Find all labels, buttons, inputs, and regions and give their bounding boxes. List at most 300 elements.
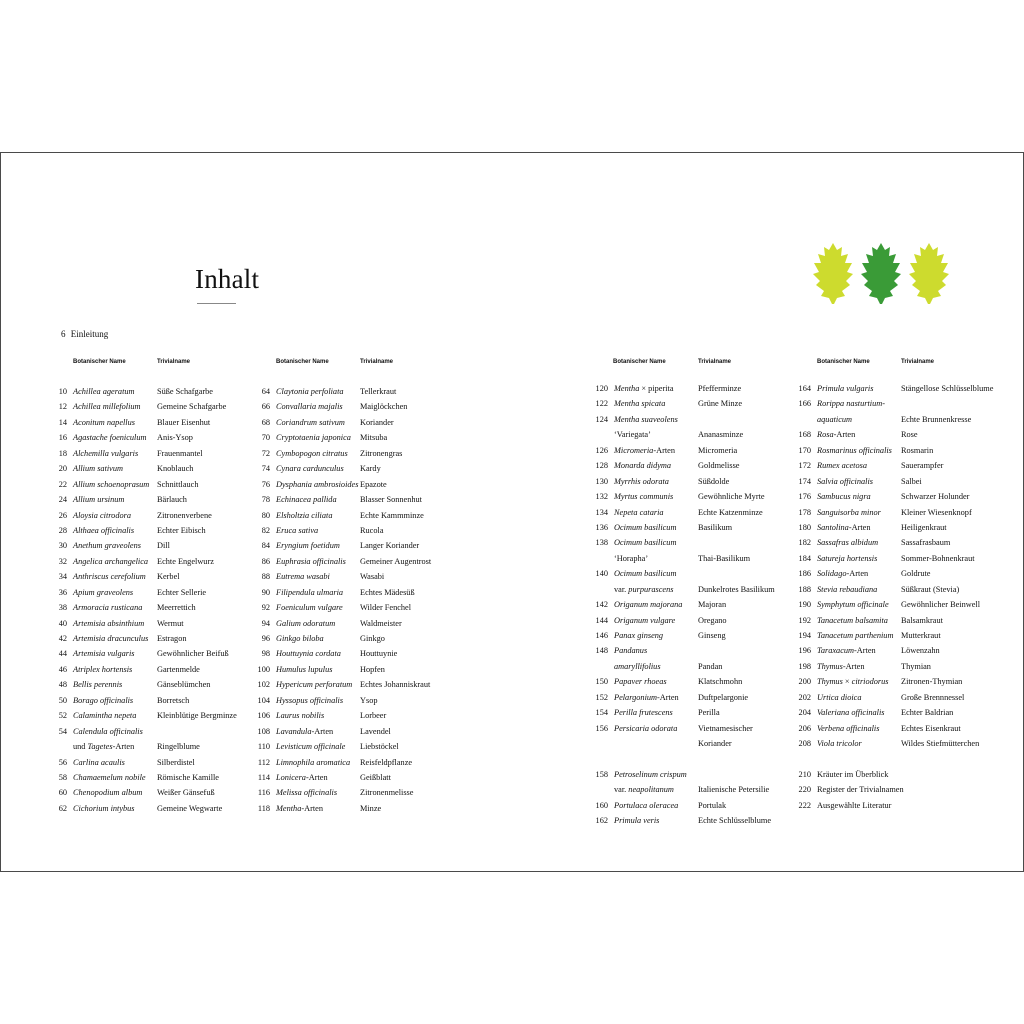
botanical-text: Persicaria odorata <box>614 723 678 733</box>
index-entry <box>42 616 262 631</box>
entry-botanical-name <box>73 384 135 399</box>
entry-page: 130 <box>595 476 608 486</box>
entry-botanical-name <box>817 613 888 628</box>
entry-page: 90 <box>261 587 270 597</box>
entry-botanical-name <box>817 505 881 520</box>
entry-botanical-name <box>817 705 885 720</box>
entry-page: 96 <box>261 634 270 643</box>
botanical-text: Aloysia citrodora <box>73 510 131 520</box>
index-entry <box>245 508 465 523</box>
entry-trivial-name: Dunkelrotes Basilikum <box>698 584 775 594</box>
entry-page: 134 <box>595 507 608 517</box>
index-column-2 <box>245 384 465 816</box>
intro-page: 6 <box>61 329 66 339</box>
entry-trivial-name: Thai-Basilikum <box>698 553 751 563</box>
appendix-label: Register der Trivialnamen <box>817 785 904 795</box>
entry-trivial-name: Pfefferminze <box>698 384 742 393</box>
botanical-text: Tanacetum parthenium <box>817 631 894 640</box>
botanical-italic: Pelargonium <box>614 692 658 702</box>
botanical-text: Althaea officinalis <box>73 525 135 535</box>
entry-page: 52 <box>58 711 67 721</box>
index-entry <box>42 384 262 399</box>
entry-botanical-name <box>73 446 138 461</box>
entry-trivial-name: Perilla <box>698 708 720 718</box>
index-entry <box>786 705 1022 720</box>
entry-trivial-name: Gewöhnlicher Beinwell <box>901 600 981 610</box>
index-entry <box>583 520 803 535</box>
entry-botanical-name <box>614 690 679 705</box>
entry-page: 78 <box>261 495 270 505</box>
entry-page: 36 <box>58 587 67 597</box>
entry-trivial-name: Portulak <box>698 800 727 810</box>
botanical-italic-2: citriodorus <box>851 677 889 687</box>
entry-trivial-name: Ringelblume <box>157 742 200 752</box>
entry-botanical-name <box>276 677 352 692</box>
entry-botanical-name <box>73 739 134 754</box>
index-entry <box>786 674 1022 689</box>
index-entry <box>583 813 803 828</box>
index-entry <box>786 628 1022 643</box>
entry-trivial-name: Wilder Fenchel <box>360 603 412 613</box>
index-column-3 <box>583 381 803 829</box>
index-entry <box>42 693 262 708</box>
entry-botanical-name <box>614 427 651 442</box>
index-entry <box>583 458 803 473</box>
index-entry <box>42 554 262 569</box>
entry-trivial-name: Lavendel <box>360 726 391 736</box>
index-entry <box>786 443 1022 458</box>
entry-trivial-name: Blauer Eisenhut <box>157 417 211 427</box>
entry-botanical-name <box>614 798 678 813</box>
entry-page: 68 <box>261 417 270 427</box>
entry-botanical-name <box>614 566 676 581</box>
botanical-suffix: -Arten <box>854 646 876 656</box>
entry-page: 124 <box>595 414 608 424</box>
botanical-suffix: -Arten <box>848 522 871 532</box>
botanical-text: Houttuynia cordata <box>276 649 341 659</box>
entry-page: 28 <box>58 525 67 535</box>
index-entry <box>42 801 262 816</box>
appendix-page: 222 <box>798 800 811 810</box>
index-entry <box>583 721 803 736</box>
entry-botanical-name <box>614 412 678 427</box>
entry-trivial-name: Echter Sellerie <box>157 587 207 597</box>
index-entry <box>786 458 1022 473</box>
entry-page: 76 <box>261 479 270 489</box>
botanical-text: Calamintha nepeta <box>73 711 137 721</box>
entry-trivial-name: Kerbel <box>157 572 180 582</box>
botanical-text: Galium odoratum <box>276 618 336 628</box>
botanical-text: Convallaria majalis <box>276 402 343 412</box>
entry-botanical-name <box>276 523 318 538</box>
botanical-text: Eruca sativa <box>276 525 319 535</box>
entry-page: 38 <box>58 603 67 613</box>
entry-trivial-name: Frauenmantel <box>157 448 203 458</box>
entry-botanical-name <box>73 662 132 677</box>
index-entry <box>42 399 262 414</box>
index-entry <box>583 613 803 628</box>
entry-botanical-name <box>73 600 142 615</box>
index-entry <box>245 600 465 615</box>
entry-botanical-name <box>276 399 343 414</box>
entry-botanical-name <box>276 538 340 553</box>
index-entry <box>786 690 1022 705</box>
appendix-page: 220 <box>798 785 811 795</box>
entry-page: 168 <box>798 430 811 440</box>
entry-page: 14 <box>58 417 67 427</box>
index-entry <box>583 767 803 782</box>
entry-botanical-name <box>276 646 341 661</box>
entry-trivial-name: Kleiner Wiesenknopf <box>901 507 972 517</box>
botanical-text: aquaticum <box>817 414 853 424</box>
botanical-text: Agastache foeniculum <box>73 433 147 443</box>
botanical-text: Aconitum napellus <box>73 417 135 427</box>
entry-botanical-name <box>614 520 676 535</box>
entry-botanical-name <box>614 721 677 736</box>
entry-botanical-name <box>73 569 146 584</box>
entry-trivial-name: Echter Eibisch <box>157 525 206 535</box>
entry-page: 84 <box>261 541 270 551</box>
index-entry <box>583 535 803 550</box>
entry-botanical-name <box>817 582 877 597</box>
index-entry <box>42 631 262 646</box>
botanical-italic: Thymus <box>817 661 843 671</box>
botanical-text: Monarda didyma <box>614 461 672 471</box>
entry-botanical-name <box>276 755 350 770</box>
entry-page: 114 <box>257 772 270 782</box>
entry-trivial-name: Wildes Stiefmütterchen <box>901 739 980 749</box>
entry-page: 186 <box>798 569 811 579</box>
entry-page: 24 <box>58 495 67 505</box>
index-entry <box>245 446 465 461</box>
entry-botanical-name <box>817 520 870 535</box>
entry-botanical-name <box>614 782 674 797</box>
entry-trivial-name: Micromeria <box>698 445 738 455</box>
entry-page: 204 <box>798 708 811 718</box>
entry-page: 164 <box>798 384 811 393</box>
entry-botanical-name <box>614 674 667 689</box>
index-entry <box>245 755 465 770</box>
entry-trivial-name: Rosmarin <box>901 445 934 455</box>
entry-trivial-name: Vietnamesischer <box>698 723 753 733</box>
index-entry <box>786 721 1022 736</box>
entry-botanical-name <box>276 616 335 631</box>
entry-botanical-name <box>73 631 148 646</box>
header-botanical-1: Botanischer Name <box>73 359 126 365</box>
entry-page: 30 <box>58 541 67 551</box>
entry-botanical-name <box>73 724 143 739</box>
index-entry <box>245 523 465 538</box>
index-column-4 <box>786 381 1022 752</box>
botanical-text: Sanguisorba minor <box>817 507 881 517</box>
botanical-italic: Thymus <box>817 677 843 687</box>
botanical-text: Stevia rebaudiana <box>817 584 878 594</box>
botanical-text: Ocimum basilicum <box>614 538 677 548</box>
entry-botanical-name <box>73 785 142 800</box>
entry-trivial-name: Gemeine Wegwarte <box>157 803 223 813</box>
entry-botanical-name <box>817 721 879 736</box>
index-entry <box>786 582 1022 597</box>
entry-trivial-name: Wasabi <box>360 572 385 582</box>
entry-trivial-name: Koriander <box>360 417 394 427</box>
botanical-text: Levisticum officinale <box>276 742 346 752</box>
entry-page: 82 <box>261 525 270 535</box>
entry-page: 188 <box>798 584 811 594</box>
entry-page: 104 <box>257 695 270 705</box>
botanical-suffix: -Arten <box>846 569 869 579</box>
entry-botanical-name <box>276 461 344 476</box>
entry-trivial-name: Kardy <box>360 464 381 474</box>
entry-trivial-name: Gemeiner Augentrost <box>360 556 432 566</box>
index-entry <box>245 708 465 723</box>
index-entry <box>42 585 262 600</box>
botanical-text: Artemisia absinthium <box>73 618 145 628</box>
entry-trivial-name: Gänseblümchen <box>157 680 211 690</box>
entry-trivial-name: Gartenmelde <box>157 664 200 674</box>
entry-botanical-name <box>614 535 676 550</box>
botanical-suffix: -Arten <box>305 772 328 782</box>
botanical-text: Bellis perennis <box>73 680 123 690</box>
entry-page: 112 <box>257 757 270 767</box>
entry-botanical-name <box>73 430 147 445</box>
index-entry <box>786 520 1022 535</box>
entry-page: 196 <box>798 646 811 656</box>
index-entry <box>583 427 803 442</box>
botanical-text: Elsholtzia ciliata <box>276 510 333 520</box>
entry-trivial-name: Wermut <box>157 618 184 628</box>
entry-botanical-name <box>276 384 344 399</box>
botanical-text: Chenopodium album <box>73 788 143 798</box>
entry-trivial-name: Sassafrasbaum <box>901 538 951 548</box>
botanical-text: Chamaemelum nobile <box>73 772 146 782</box>
entry-botanical-name <box>614 582 673 597</box>
index-entry <box>786 736 1022 751</box>
entry-trivial-name: Echte Kammminze <box>360 510 424 520</box>
leaf-decoration <box>812 241 954 305</box>
entry-trivial-name: Pandan <box>698 661 723 671</box>
botanical-text: Origanum majorana <box>614 600 683 610</box>
entry-botanical-name <box>614 597 682 612</box>
entry-botanical-name <box>276 446 348 461</box>
entry-trivial-name: Große Brennnessel <box>901 692 965 702</box>
botanical-prefix: var. <box>614 584 629 594</box>
botanical-text: Viola tricolor <box>817 739 862 749</box>
botanical-text: Foeniculum vulgare <box>276 603 343 613</box>
index-entry <box>245 569 465 584</box>
index-entry <box>786 566 1022 581</box>
entry-botanical-name <box>73 770 146 785</box>
entry-botanical-name <box>276 739 345 754</box>
entry-trivial-name: Meerrettich <box>157 603 196 613</box>
index-entry <box>786 613 1022 628</box>
entry-botanical-name <box>276 554 346 569</box>
entry-trivial-name: Schwarzer Holunder <box>901 492 970 502</box>
header-trivial-1: Trivialname <box>157 359 191 365</box>
entry-botanical-name <box>276 415 345 430</box>
index-entry <box>245 801 465 816</box>
index-entry <box>583 736 803 751</box>
entry-botanical-name <box>276 492 337 507</box>
botanical-italic: Tagetes <box>87 742 113 752</box>
entry-botanical-name <box>73 616 144 631</box>
entry-page: 110 <box>257 742 270 752</box>
entry-botanical-name <box>73 755 125 770</box>
entry-page: 132 <box>595 492 608 502</box>
index-entry <box>42 646 262 661</box>
entry-botanical-name <box>817 474 873 489</box>
entry-page: 74 <box>261 464 270 474</box>
entry-page: 166 <box>798 399 811 409</box>
leaf-icon <box>861 243 901 304</box>
header-botanical-2: Botanischer Name <box>276 359 329 365</box>
botanical-text: Borago officinalis <box>73 695 134 705</box>
entry-trivial-name: Langer Koriander <box>360 541 420 551</box>
botanical-text: Anethum graveolens <box>73 541 141 551</box>
index-entry <box>583 381 803 396</box>
entry-trivial-name: Houttuynie <box>360 649 398 659</box>
botanical-text: Origanum vulgare <box>614 615 676 625</box>
index-entry <box>42 739 262 754</box>
botanical-text: Perilla frutescens <box>614 708 673 718</box>
leaf-icon <box>909 243 949 304</box>
entry-page: 20 <box>58 464 67 474</box>
entry-botanical-name <box>614 613 675 628</box>
entry-botanical-name <box>817 381 873 396</box>
index-entry <box>786 535 1022 550</box>
entry-trivial-name: Süßdolde <box>698 476 730 486</box>
botanical-text: Eutrema wasabi <box>276 572 330 582</box>
entry-trivial-name: Sauerampfer <box>901 461 944 471</box>
entry-page: 116 <box>257 788 270 798</box>
entry-page: 200 <box>798 677 811 687</box>
index-entry <box>42 569 262 584</box>
entry-page: 146 <box>595 631 608 640</box>
entry-botanical-name <box>817 396 885 411</box>
index-entry <box>583 412 803 427</box>
botanical-text: Artemisia vulgaris <box>73 649 135 659</box>
entry-trivial-name: Dill <box>157 541 170 551</box>
index-entry <box>583 705 803 720</box>
entry-trivial-name: Echte Brunnenkresse <box>901 414 972 424</box>
entry-page: 62 <box>58 803 67 813</box>
entry-page: 16 <box>58 433 67 443</box>
index-entry <box>245 677 465 692</box>
botanical-italic: Rosa <box>817 430 834 440</box>
botanical-prefix: var. <box>614 785 629 795</box>
entry-trivial-name: Echte Schlüsselblume <box>698 816 772 826</box>
entry-botanical-name <box>614 505 664 520</box>
botanical-suffix: × <box>842 677 852 687</box>
entry-trivial-name: Echtes Mädesüß <box>360 587 415 597</box>
entry-botanical-name <box>817 427 855 442</box>
entry-page: 120 <box>595 384 608 393</box>
botanical-text: Cynara cardunculus <box>276 464 344 474</box>
botanical-text: Petroselinum crispum <box>614 769 687 779</box>
index-entry <box>42 708 262 723</box>
index-entry <box>786 427 1022 442</box>
index-entry <box>583 690 803 705</box>
entry-botanical-name <box>276 801 323 816</box>
index-entry <box>786 474 1022 489</box>
botanical-italic: Mentha <box>614 384 640 393</box>
entry-trivial-name: Ginseng <box>698 631 726 640</box>
botanical-suffix: -Arten <box>833 430 856 440</box>
intro-entry <box>61 328 108 340</box>
botanical-text: Achillea millefolium <box>73 402 141 412</box>
entry-page: 98 <box>261 649 270 659</box>
botanical-text: Hypericum perforatum <box>276 680 353 690</box>
entry-trivial-name: Reisfeldpflanze <box>360 757 413 767</box>
index-entry <box>42 415 262 430</box>
index-entry <box>42 461 262 476</box>
botanical-text: Symphytum officinale <box>817 600 889 610</box>
botanical-suffix: -Arten <box>842 661 865 671</box>
botanical-text: Verbena officinalis <box>817 723 880 733</box>
index-entry <box>583 474 803 489</box>
entry-botanical-name <box>817 690 861 705</box>
entry-botanical-name <box>614 489 673 504</box>
entry-botanical-name <box>276 631 324 646</box>
entry-page: 150 <box>595 677 608 687</box>
index-entry <box>245 461 465 476</box>
botanical-prefix: ‘Variegata’ <box>614 430 651 440</box>
entry-page: 156 <box>595 723 608 733</box>
entry-page: 40 <box>58 618 67 628</box>
botanical-italic: neapolitanum <box>628 785 674 795</box>
entry-botanical-name <box>73 492 124 507</box>
index-entry <box>42 755 262 770</box>
entry-page: 182 <box>798 538 811 548</box>
entry-page: 136 <box>595 522 608 532</box>
entry-page: 18 <box>58 448 67 458</box>
entry-page: 42 <box>58 634 67 643</box>
entry-trivial-name: Maiglöckchen <box>360 402 408 412</box>
entry-page: 102 <box>257 680 270 690</box>
entry-page: 138 <box>595 538 608 548</box>
entry-botanical-name <box>614 813 659 828</box>
entry-trivial-name: Mutterkraut <box>901 631 941 640</box>
botanical-suffix: × piperita <box>639 384 674 393</box>
entry-trivial-name: Echter Baldrian <box>901 708 954 718</box>
index-entry <box>583 643 803 658</box>
entry-botanical-name <box>614 628 663 643</box>
entry-page: 46 <box>58 664 67 674</box>
botanical-text: Armoracia rusticana <box>73 603 143 613</box>
entry-page: 190 <box>798 600 811 610</box>
botanical-text: Humulus lupulus <box>276 664 333 674</box>
entry-trivial-name: Echtes Eisenkraut <box>901 723 961 733</box>
botanical-text: Cryptotaenia japonica <box>276 433 351 443</box>
entry-botanical-name <box>73 554 148 569</box>
entry-botanical-name <box>817 458 867 473</box>
entry-botanical-name <box>73 461 123 476</box>
entry-trivial-name: Geißblatt <box>360 772 391 782</box>
entry-botanical-name <box>817 628 893 643</box>
index-entry <box>42 785 262 800</box>
title-underline <box>197 303 236 304</box>
botanical-text: Laurus nobilis <box>276 711 325 721</box>
entry-page: 154 <box>595 708 608 718</box>
entry-trivial-name: Stängellose Schlüsselblume <box>901 384 994 393</box>
entry-page: 142 <box>595 600 608 610</box>
botanical-text: Primula veris <box>614 816 660 826</box>
botanical-text: Artemisia dracunculus <box>73 634 149 643</box>
entry-page: 86 <box>261 556 270 566</box>
botanical-italic: Micromeria <box>614 445 654 455</box>
entry-botanical-name <box>276 508 332 523</box>
botanical-text: Papaver rhoeas <box>614 677 667 687</box>
entry-page: 50 <box>58 695 67 705</box>
